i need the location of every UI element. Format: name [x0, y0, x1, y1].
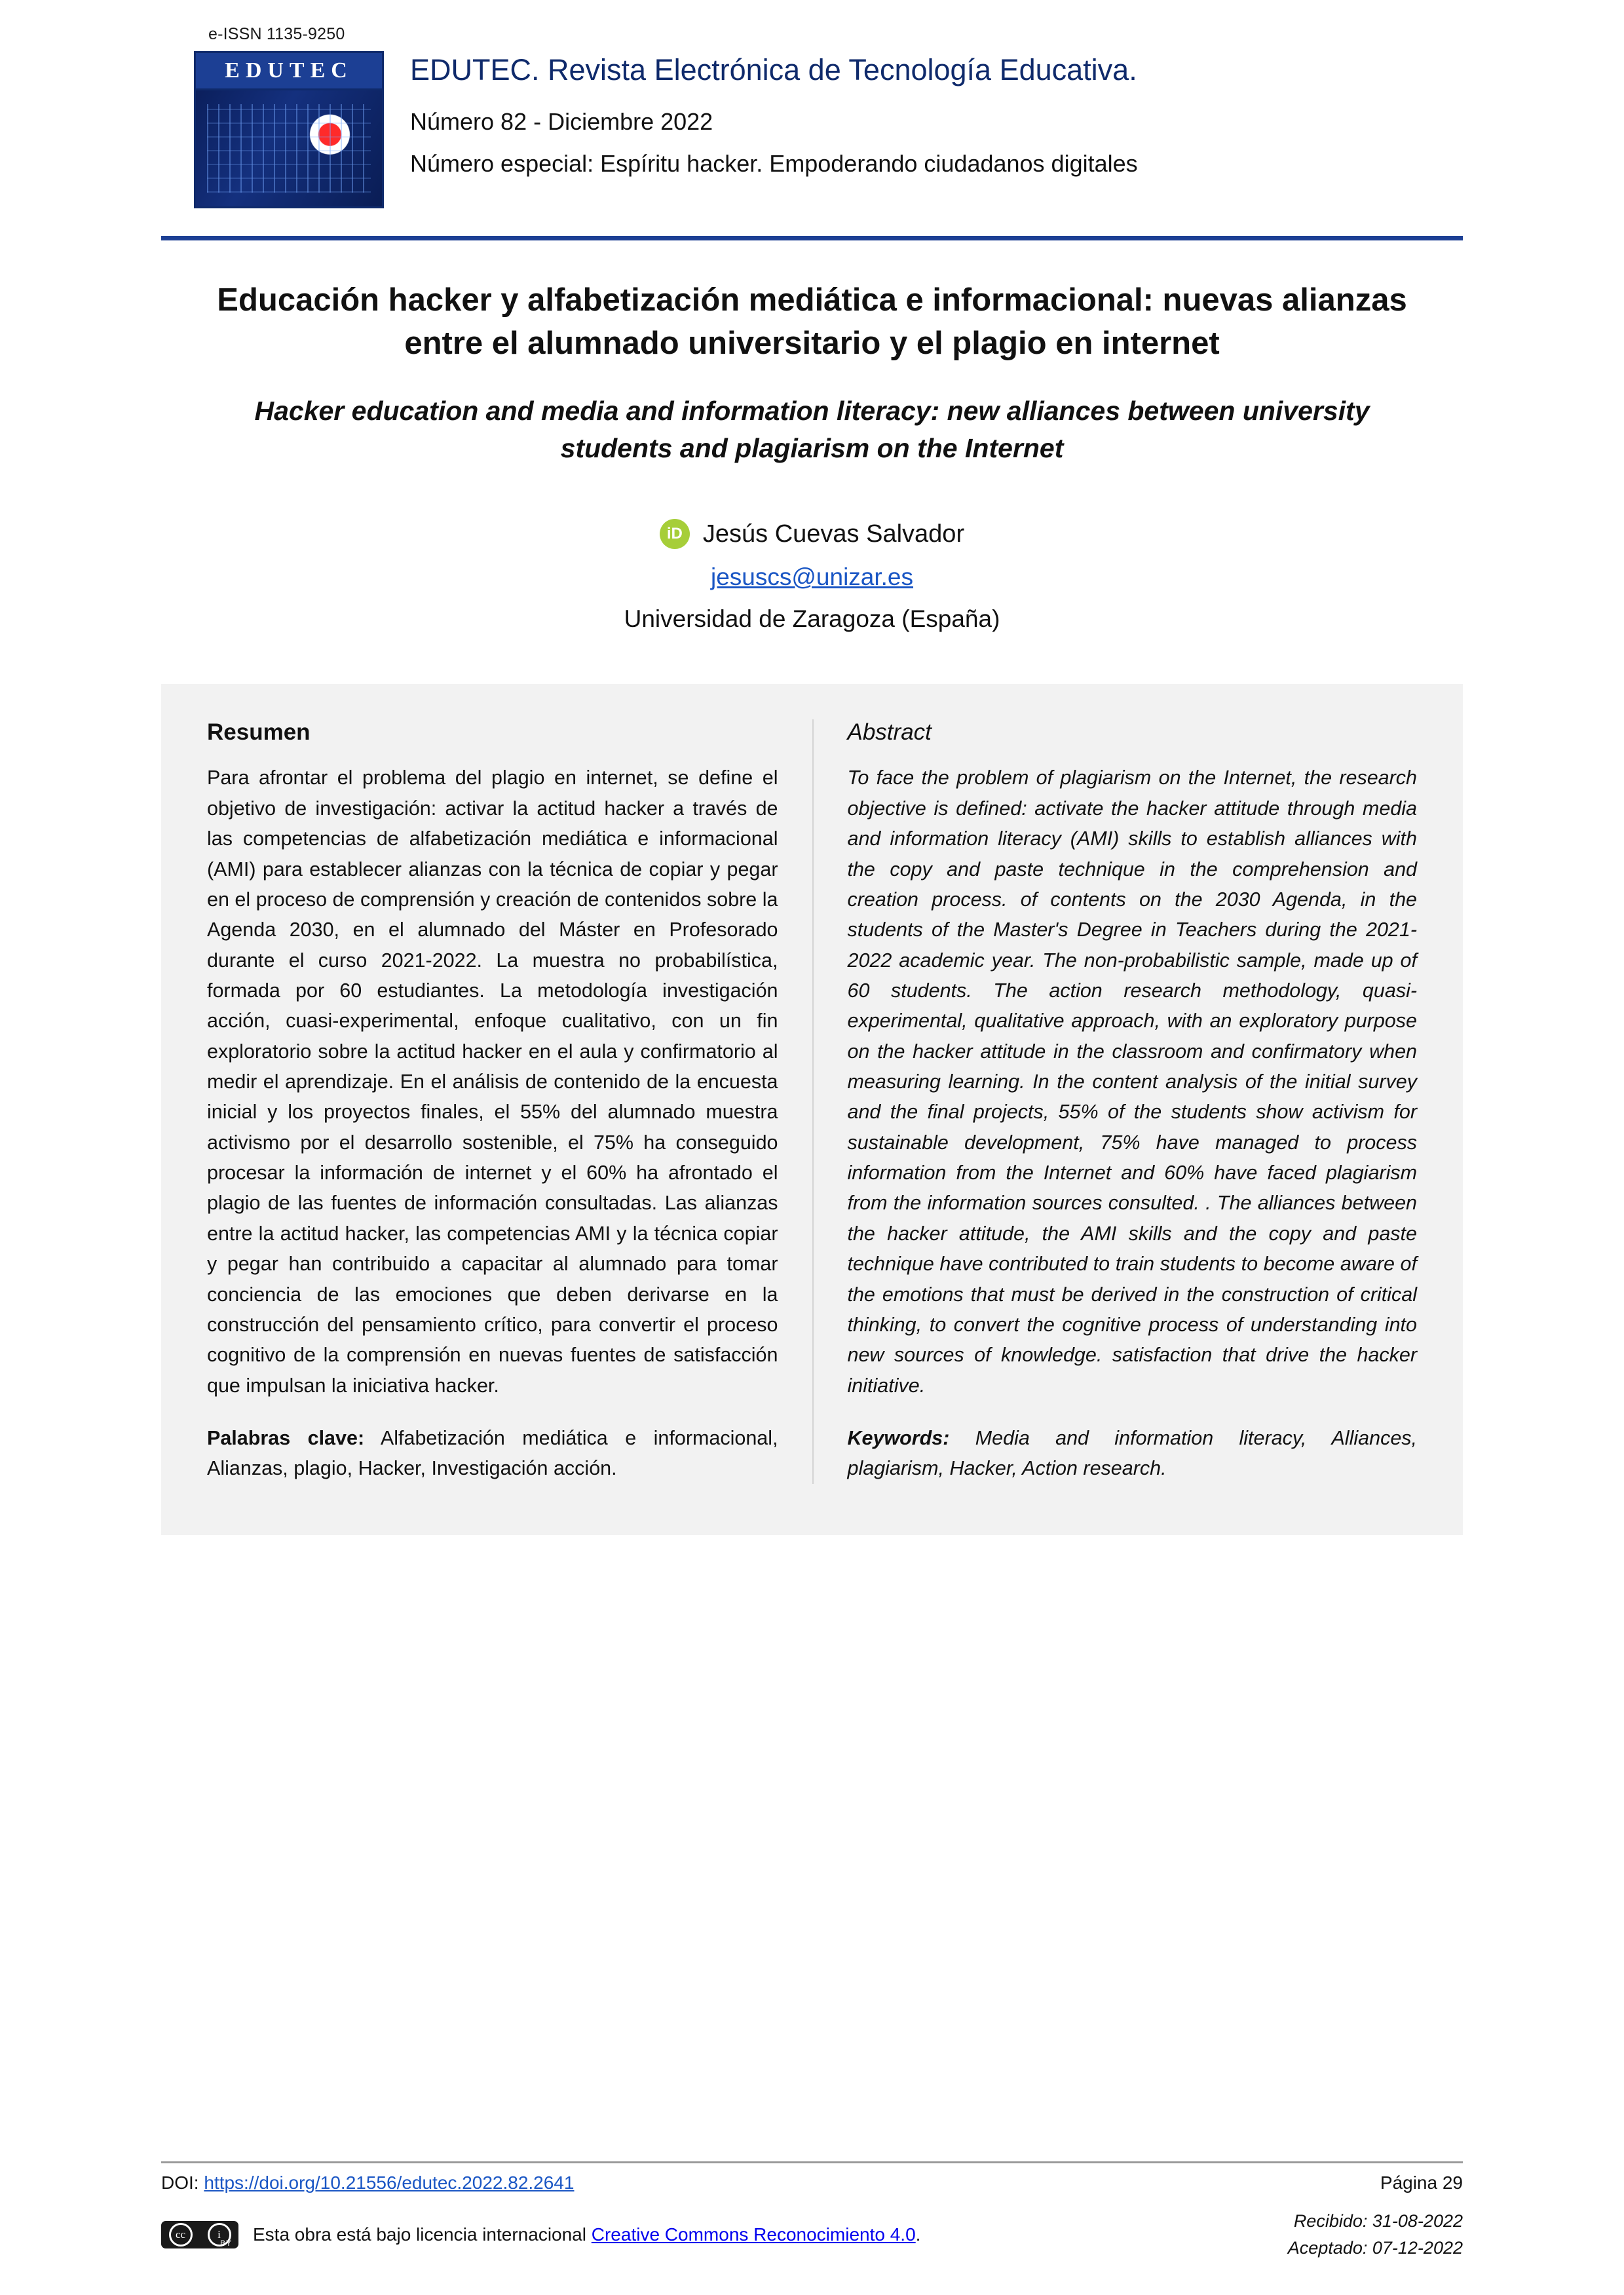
header-divider — [161, 236, 1463, 240]
doi-link[interactable]: https://doi.org/10.21556/edutec.2022.82.2641 — [204, 2172, 575, 2193]
journal-issue: Número 82 - Diciembre 2022 — [410, 108, 713, 135]
footer-bottom-row — [161, 2208, 1463, 2261]
author-affiliation: Universidad de Zaragoza (España) — [624, 605, 1000, 633]
footer-top-row — [161, 2172, 1463, 2193]
doi-line — [161, 2172, 574, 2193]
journal-logo — [194, 51, 384, 208]
masthead — [161, 0, 1463, 219]
license-text — [253, 2224, 920, 2245]
abstract-english-body: To face the problem of plagiarism on the Internet, the research objective is defined: activate the hacker attitude through media and information literacy (AMI) skills to establish alliances with the copy and paste technique in the comprehension and creation process. of contents on the 2030 Agenda, in the students of the Master's Degree in Teachers during the 2021-2022 academic year. The non-probabilistic sample, made up of 60 students. The action research methodology, quasi-experimental, qualitative approach, with an exploratory purpose on the hacker attitude in the classroom and confirmatory when measuring learning. In the content analysis of the initial survey and the final projects, 55% of the students show activism for sustainable development, 75% have managed to process information from the Internet and 60% have faced plagiarism from the information sources consulted. . The alliances between the hacker attitude, the AMI skills and the copy and paste technique have contributed to train students to become aware of the emotions that must be derived in the construction of critical thinking, to convert the cognitive process of understanding into new sources of knowledge. satisfaction that drive the hacker initiative. — [847, 767, 1417, 1397]
issn-text: e-ISSN 1135-9250 — [208, 25, 345, 43]
logo-wordmark: EDUTEC — [194, 51, 384, 90]
page-title-english: Hacker education and media and information literacy: new alliances between university students and plagiarism on the Internet — [254, 396, 1370, 463]
cc-circle-icon: cc — [169, 2223, 193, 2247]
footer-divider — [161, 2161, 1463, 2163]
journal-special-issue: Número especial: Espíritu hacker. Empoderando ciudadanos digitales — [410, 150, 1138, 178]
doi-label: DOI: — [161, 2172, 199, 2193]
abstract-spanish-body: Para afrontar el problema del plagio en internet, se define el objetivo de investigación: activar la actitud hacker a través de las competencias de alfabetización mediática e informacional (AMI) para establecer alianzas con la técnica de copiar y pegar en el proceso de comprensión y creación de contenidos sobre la Agenda 2030, en el alumnado del Máster en Profesorado durante el curso 2021-2022. La muestra no probabilística, formada por 60 estudiantes. La metodología investigación acción, cuasi-experimental, enfoque cualitativo, con un fin exploratorio sobre la actitud hacker en el aula y confirmatorio al medir el aprendizaje. En el análisis de contenido de la encuesta inicial y los proyectos finales, el 55% del alumnado muestra activismo por el desarrollo sostenible, el 75% ha conseguido procesar la información de internet y el 60% ha afrontado el plagio de las fuentes de información consultadas. Las alianzas entre la actitud hacker, las competencias AMI y la técnica copiar y pegar han contribuido a capacitar al alumnado para tomar conciencia de las emociones que deben derivarse en la construcción del pensamiento crítico, para convertir el proceso cognitivo de la comprensión en nuevas fuentes de satisfacción que impulsan la iniciativa hacker. — [207, 767, 778, 1397]
abstract-english — [812, 719, 1418, 1483]
keywords-spanish-label: Palabras clave: — [207, 1426, 365, 1449]
author-row — [161, 519, 1463, 549]
accepted-date: Aceptado: 07-12-2022 — [1287, 2237, 1463, 2258]
orcid-icon[interactable]: iD — [660, 519, 690, 549]
cc-by-circle-icon: i — [208, 2223, 231, 2247]
license-suffix: . — [915, 2224, 921, 2245]
keywords-english-values: Media and information literacy, Alliances, plagiarism, Hacker, Action research. — [847, 1426, 1418, 1480]
license-link[interactable]: Creative Commons Reconocimiento 4.0 — [591, 2224, 916, 2245]
license-prefix: Esta obra está bajo licencia internacional — [253, 2224, 586, 2245]
abstract-section — [161, 684, 1463, 1534]
logo-image-icon — [194, 90, 384, 208]
page-footer — [161, 2161, 1463, 2261]
author-name: Jesús Cuevas Salvador — [702, 520, 965, 548]
author-email-link[interactable]: jesuscs@unizar.es — [710, 563, 914, 591]
license-group — [161, 2221, 920, 2248]
keywords-english — [848, 1423, 1418, 1484]
keywords-spanish-values: Alfabetización mediática e informacional, Alianzas, plagio, Hacker, Investigación acción. — [207, 1426, 778, 1480]
cc-by-label: BY — [219, 2238, 232, 2248]
abstract-spanish — [207, 719, 812, 1483]
creative-commons-icon — [161, 2221, 238, 2248]
abstract-spanish-heading: Resumen — [207, 719, 311, 746]
received-date: Recibido: 31-08-2022 — [1293, 2211, 1463, 2231]
journal-title: EDUTEC. Revista Electrónica de Tecnología Educativa. — [410, 53, 1137, 86]
keywords-spanish — [207, 1423, 778, 1484]
page-title: Educación hacker y alfabetización mediática e informacional: nuevas alianzas entre el alumnado universitario y el plagio en internet — [217, 282, 1407, 362]
page-number: Página 29 — [1380, 2172, 1463, 2193]
abstract-english-heading: Abstract — [847, 719, 932, 746]
submission-dates — [1288, 2208, 1463, 2261]
keywords-english-label: Keywords: — [847, 1426, 950, 1449]
